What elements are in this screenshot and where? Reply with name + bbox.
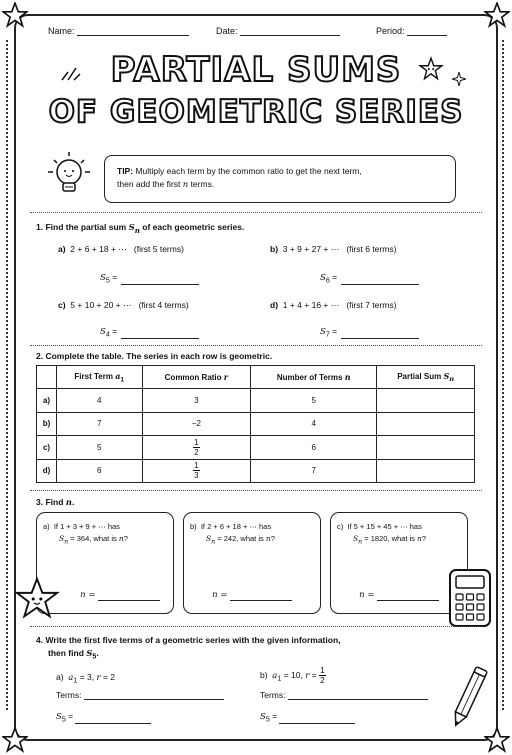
q1c-problem: c) 5 + 10 + 20 + ⋯ (first 4 terms) xyxy=(58,300,189,310)
table-row: c) 5 $\frac{1}{2}$ 6 xyxy=(37,436,475,460)
divider xyxy=(30,345,482,346)
divider xyxy=(30,212,482,213)
table-row: d) 6 $\frac{1}{3}$ 7 xyxy=(37,459,475,483)
q3-title: 3. Find n. xyxy=(36,497,75,508)
q1-title: 1. Find the partial sum $S_n$ of each geometric series. xyxy=(36,222,245,235)
header-fields xyxy=(48,26,472,40)
spark-lines-icon xyxy=(60,62,82,82)
q1c-answer[interactable]: $S_4$ = xyxy=(100,326,199,339)
fraction: $\frac{1}{3}$ xyxy=(194,461,199,481)
sparkle-icon xyxy=(452,72,466,86)
q2-title: 2. Complete the table. The series in each row is geometric. xyxy=(36,351,273,361)
q3b-box: b) If 2 + 6 + 18 + ⋯ has $S_n = 242$, what is n? n = xyxy=(183,512,321,614)
q4b-given: b) $a_1 = 10$, r = $\frac{1}{2}$ xyxy=(260,665,325,685)
tip-box: TIP: Multiply each term by the common ratio to get the next term, then add the first n terms. xyxy=(104,155,456,203)
q4-title: 4. Write the first five terms of a geometric series with the given information, then find $S_5$. xyxy=(36,635,341,661)
divider xyxy=(30,490,482,491)
name-field[interactable]: Name: xyxy=(48,26,189,36)
answer-cell[interactable] xyxy=(377,436,475,460)
q3c-box: c) If 5 + 15 + 45 + ⋯ has $S_n = 1820$, what is n? n = xyxy=(330,512,468,614)
divider xyxy=(30,626,482,627)
calculator-icon xyxy=(446,566,494,630)
table-header-row xyxy=(37,366,475,389)
q4a-given: a) $a_1 = 3$, r = 2 xyxy=(56,672,115,685)
q3a-answer[interactable]: n = xyxy=(37,588,173,601)
q4b-terms[interactable]: Terms: xyxy=(260,690,428,700)
q3c-answer[interactable]: n = xyxy=(331,588,467,601)
star-icon xyxy=(484,2,510,28)
col-partial-sum: Partial Sum $S_n$ xyxy=(377,366,475,389)
title-line-1: PARTIAL SUMS xyxy=(110,50,402,90)
table-row: a) 4 3 5 xyxy=(37,389,475,413)
smiling-star-icon xyxy=(418,56,444,82)
q1d-answer[interactable]: $S_7$ = xyxy=(320,326,419,339)
q2-table xyxy=(36,365,475,483)
fraction: $\frac{1}{2}$ xyxy=(320,665,325,685)
answer-cell[interactable] xyxy=(377,389,475,413)
q1a-problem: a) 2 + 6 + 18 + ⋯ (first 5 terms) xyxy=(58,244,184,254)
col-first-term: First Term $a_1$ xyxy=(57,366,143,389)
q1d-problem: d) 1 + 4 + 16 + ⋯ (first 7 terms) xyxy=(270,300,397,310)
col-number-of-terms: Number of Terms n xyxy=(251,366,377,389)
fraction: $\frac{1}{2}$ xyxy=(194,437,199,457)
lightbulb-icon xyxy=(44,148,94,202)
right-dotted-border xyxy=(502,40,508,710)
q4b-sum[interactable]: $S_5$ = xyxy=(260,711,355,724)
table-row: b) 7 −2 4 xyxy=(37,412,475,436)
pencil-icon xyxy=(448,664,488,734)
date-field[interactable]: Date: xyxy=(216,26,340,36)
q3a-box: a) If 1 + 3 + 9 + ⋯ has $S_n = 364$, what is n? n = xyxy=(36,512,174,614)
q4a-terms[interactable]: Terms: xyxy=(56,690,224,700)
period-field[interactable]: Period: xyxy=(376,26,447,36)
q3b-answer[interactable]: n = xyxy=(184,588,320,601)
smiling-star-icon xyxy=(14,576,60,622)
col-common-ratio: Common Ratio r xyxy=(142,366,251,389)
q1a-answer[interactable]: $S_5$ = xyxy=(100,272,199,285)
left-dotted-border xyxy=(6,40,12,710)
q1b-problem: b) 3 + 9 + 27 + ⋯ (first 6 terms) xyxy=(270,244,397,254)
title-line-2: OF GEOMETRIC SERIES xyxy=(48,94,464,130)
star-icon xyxy=(2,2,28,28)
answer-cell[interactable] xyxy=(377,459,475,483)
answer-cell[interactable] xyxy=(377,412,475,436)
q4a-sum[interactable]: $S_5$ = xyxy=(56,711,151,724)
q1b-answer[interactable]: $S_6$ = xyxy=(320,272,419,285)
star-icon xyxy=(2,727,28,753)
